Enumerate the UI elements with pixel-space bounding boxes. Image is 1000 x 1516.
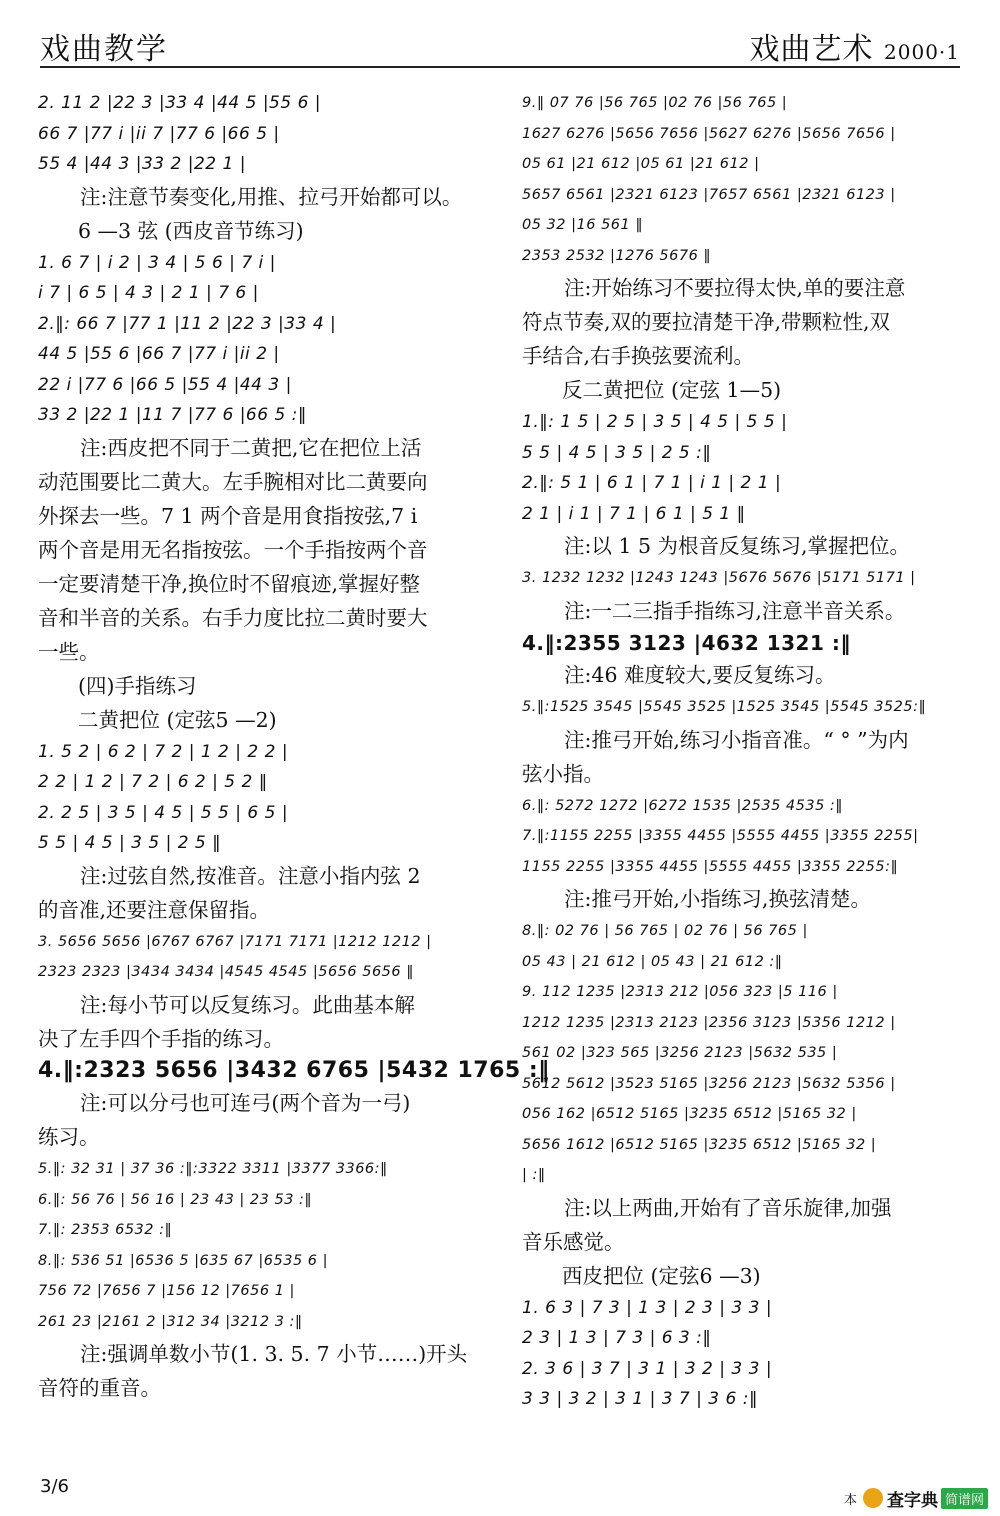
note-text: 音符的重音。 <box>38 1376 161 1400</box>
column-title: 戏曲教学 <box>40 32 168 67</box>
note-text: 注:推弓开始,小指练习,换弦清楚。 <box>564 887 871 911</box>
note-text: 注:西皮把不同于二黄把,它在把位上活 <box>80 435 422 460</box>
section-heading: (四)手指练习 <box>78 673 197 698</box>
score-line: 3. 5656 5656 |6767 6767 |7171 7171 |1212 1212 | <box>38 933 432 950</box>
section-heading: 西皮把位 (定弦6 —3) <box>562 1263 761 1288</box>
score-line: 05 32 |16 561 ‖ <box>522 217 644 233</box>
score-line: i 7 | 6 5 | 4 3 | 2 1 | 7 6 | <box>38 283 259 303</box>
note-text: 注:开始练习不要拉得太快,单的要注意 <box>564 276 906 300</box>
note-text: 手结合,右手换弦要流利。 <box>522 344 755 368</box>
page-header <box>40 18 960 68</box>
score-line: 2. 3 6 | 3 7 | 3 1 | 3 2 | 3 3 | <box>522 1358 773 1379</box>
note-text: 两个音是用无名指按弦。一个手指按两个音 <box>38 537 428 562</box>
score-line: 5 5 | 4 5 | 3 5 | 2 5 ‖ <box>38 833 222 853</box>
journal-title: 戏曲艺术 2000·1 <box>749 32 960 67</box>
score-line: 5657 6561 |2321 6123 |7657 6561 |2321 6123 | <box>522 186 896 203</box>
note-text: 注:每小节可以反复练习。此曲基本解 <box>80 992 415 1017</box>
note-text: 一些。 <box>38 639 100 664</box>
note-text: 音乐感觉。 <box>522 1229 625 1254</box>
score-line: 2 2 | 1 2 | 7 2 | 6 2 | 5 2 ‖ <box>38 772 268 792</box>
note-text: 的音准,还要注意保留指。 <box>38 897 271 922</box>
score-line: | :‖ <box>522 1167 546 1183</box>
score-line: 1212 1235 |2313 2123 |2356 3123 |5356 1212 | <box>522 1014 896 1031</box>
score-line: 66 7 |77 i |ii 7 |77 6 |66 5 | <box>38 123 280 144</box>
score-line: 5656 1612 |6512 5165 |3235 6512 |5165 32 | <box>522 1136 877 1153</box>
page-number: 3/6 <box>40 1476 69 1497</box>
score-line: 1.‖: 1 5 | 2 5 | 3 5 | 4 5 | 5 5 | <box>522 412 788 432</box>
score-line: 5612 5612 |3523 5165 |3256 2123 |5632 5356 | <box>522 1075 896 1092</box>
score-line: 22 i |77 6 |66 5 |55 4 |44 3 | <box>38 374 292 395</box>
section-heading: 反二黄把位 (定弦 1—5) <box>562 378 782 402</box>
score-line: 33 2 |22 1 |11 7 |77 6 |66 5 :‖ <box>38 405 307 425</box>
note-text: 注:可以分弓也可连弓(两个音为一弓) <box>80 1091 411 1115</box>
score-line: 2353 2532 |1276 5676 ‖ <box>522 247 712 264</box>
magnifier-icon <box>863 1488 883 1508</box>
watermark: 本 查字典 简谱网 <box>844 1484 988 1512</box>
note-text: 注:推弓开始,练习小指音准。“ ° ”为内 <box>564 727 909 752</box>
score-line: 55 4 |44 3 |33 2 |22 1 | <box>38 154 246 174</box>
note-text: 注:强调单数小节(1. 3. 5. 7 小节……)开头 <box>80 1342 468 1366</box>
note-text: 注:一二三指手指练习,注意半音关系。 <box>564 598 906 623</box>
note-text: 符点节奏,双的要拉清楚干净,带颗粒性,双 <box>522 310 891 334</box>
note-text: 注:以 1 5 为根音反复练习,掌握把位。 <box>564 534 911 558</box>
note-text: 决了左手四个手指的练习。 <box>38 1026 284 1051</box>
note-text: 注:46 难度较大,要反复练习。 <box>564 663 836 687</box>
note-text: 外探去一些。7 1 两个音是用食指按弦,7 i <box>38 503 418 528</box>
note-text: 注:注意节奏变化,用推、拉弓开始都可以。 <box>80 184 463 209</box>
left-column <box>38 88 550 1405</box>
score-line: 8.‖: 02 76 | 56 765 | 02 76 | 56 765 | <box>522 923 808 939</box>
score-line: 8.‖: 536 51 |6536 5 |635 67 |6535 6 | <box>38 1252 328 1269</box>
score-line: 05 43 | 21 612 | 05 43 | 21 612 :‖ <box>522 953 783 970</box>
score-line: 2.‖: 5 1 | 6 1 | 7 1 | i 1 | 2 1 | <box>522 473 782 493</box>
score-line: 2. 2 5 | 3 5 | 4 5 | 5 5 | 6 5 | <box>38 802 289 823</box>
score-line: 44 5 |55 6 |66 7 |77 i |ii 2 | <box>38 344 280 364</box>
score-line: 7.‖:1155 2255 |3355 4455 |5555 4455 |3355 2255| <box>522 828 919 844</box>
score-line: 2. 11 2 |22 3 |33 4 |44 5 |55 6 | <box>38 93 322 113</box>
score-line: 6.‖: 5272 1272 |6272 1535 |2535 4535 :‖ <box>522 797 844 814</box>
note-text: 注:以上两曲,开始有了音乐旋律,加强 <box>564 1195 892 1220</box>
score-line: 2.‖: 66 7 |77 1 |11 2 |22 3 |33 4 | <box>38 313 337 334</box>
score-line: 5.‖: 32 31 | 37 36 :‖:3322 3311 |3377 3366:‖ <box>38 1161 388 1177</box>
section-heading: 6 —3 弦 (西皮音节练习) <box>78 218 304 243</box>
score-line: 05 61 |21 612 |05 61 |21 612 | <box>522 156 760 172</box>
score-line: 056 162 |6512 5165 |3235 6512 |5165 32 | <box>522 1106 857 1122</box>
score-line: 2 1 | i 1 | 7 1 | 6 1 | 5 1 ‖ <box>522 503 746 524</box>
score-line: 4.‖:2323 5656 |3432 6765 |5432 1765 :‖ <box>38 1057 550 1083</box>
score-line: 756 72 |7656 7 |156 12 |7656 1 | <box>38 1283 295 1299</box>
score-line: 1. 5 2 | 6 2 | 7 2 | 1 2 | 2 2 | <box>38 741 289 762</box>
section-heading: 二黄把位 (定弦5 —2) <box>78 707 277 732</box>
score-line: 5.‖:1525 3545 |5545 3525 |1525 3545 |5545 3525:‖ <box>522 699 927 715</box>
issue-number: 2000·1 <box>884 40 960 64</box>
score-line: 5 5 | 4 5 | 3 5 | 2 5 :‖ <box>522 442 712 463</box>
right-column <box>522 88 962 1415</box>
score-line: 2323 2323 |3434 3434 |4545 4545 |5656 5656 ‖ <box>38 964 414 980</box>
score-line: 3 3 | 3 2 | 3 1 | 3 7 | 3 6 :‖ <box>522 1389 758 1409</box>
score-line: 6.‖: 56 76 | 56 16 | 23 43 | 23 53 :‖ <box>38 1191 313 1208</box>
score-line: 561 02 |323 565 |3256 2123 |5632 535 | <box>522 1045 838 1061</box>
score-line: 7.‖: 2353 6532 :‖ <box>38 1222 173 1238</box>
score-line: 4.‖:2355 3123 |4632 1321 :‖ <box>522 630 851 655</box>
score-line: 1155 2255 |3355 4455 |5555 4455 |3355 2255:‖ <box>522 858 899 875</box>
score-line: 9.‖ 07 76 |56 765 |02 76 |56 765 | <box>522 95 788 111</box>
score-line: 3. 1232 1232 |1243 1243 |5676 5676 |5171 5171 | <box>522 570 916 586</box>
note-text: 一定要清楚干净,换位时不留痕迹,掌握好整 <box>38 571 421 596</box>
score-line: 1. 6 3 | 7 3 | 1 3 | 2 3 | 3 3 | <box>522 1297 773 1318</box>
note-text: 音和半音的关系。右手力度比拉二黄时要大 <box>38 605 428 630</box>
note-text: 弦小指。 <box>522 761 604 786</box>
score-line: 1. 6 7 | i 2 | 3 4 | 5 6 | 7 i | <box>38 252 276 273</box>
note-text: 动范围要比二黄大。左手腕相对比二黄要向 <box>38 469 428 494</box>
score-line: 9. 112 1235 |2313 212 |056 323 |5 116 | <box>522 984 838 1000</box>
note-text: 练习。 <box>38 1125 100 1149</box>
score-line: 261 23 |2161 2 |312 34 |3212 3 :‖ <box>38 1313 303 1330</box>
score-line: 1627 6276 |5656 7656 |5627 6276 |5656 7656 | <box>522 125 896 142</box>
note-text: 注:过弦自然,按准音。注意小指内弦 2 <box>80 863 421 888</box>
score-line: 2 3 | 1 3 | 7 3 | 6 3 :‖ <box>522 1328 712 1348</box>
